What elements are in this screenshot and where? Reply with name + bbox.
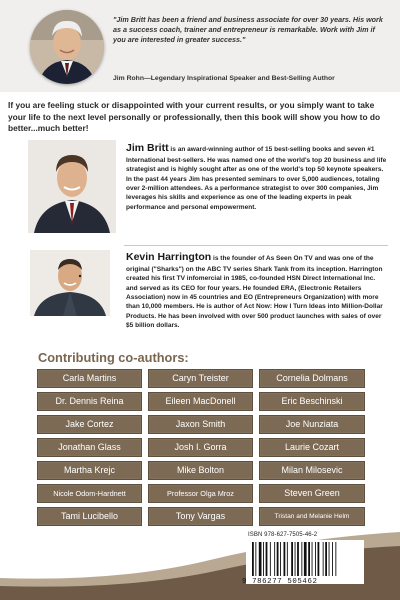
intro-paragraph: If you are feeling stuck or disappointed with your current results, or you simply want to take your life to the next level personally or professionally, then this book will show you how to do better...much better!	[8, 100, 381, 134]
testimonial-banner	[0, 0, 400, 92]
barcode-bar	[325, 542, 327, 576]
barcode-bar	[274, 542, 275, 576]
contributor-name: Tristan and Melanie Helm	[259, 507, 365, 526]
barcode-bar	[295, 542, 296, 576]
contributor-name: Steven Green	[259, 484, 365, 503]
contributor-name: Eric Beschinski	[259, 392, 365, 411]
barcode-bar	[308, 542, 310, 576]
barcode-digits: 9 786277 505462	[242, 578, 318, 586]
jim-britt-bio-text: is an award-winning author of 15 best-selling books and seven #1 International best-sellers. He was named one of the world's top 20 business and life strategist and is highly sought after as one of the world's top 50 keynote speakers. In the past 44 years Jim has presented seminars to over 5,000 audiences, totaling over 2-million attendees. As a performance strategist to over 300 companies, Jim leverages his skills and experience as one of the leading experts in peak performance and personal empowerment.	[126, 146, 387, 211]
contributor-name: Jonathan Glass	[37, 438, 142, 457]
barcode-bar	[312, 542, 313, 576]
barcode-bar	[287, 542, 288, 576]
contributor-name: Cornelia Dolmans	[259, 369, 365, 388]
contributor-name: Jaxon Smith	[148, 415, 253, 434]
contributor-name: Tony Vargas	[148, 507, 253, 526]
barcode-bar	[284, 542, 286, 576]
contributor-name: Eileen MacDonell	[148, 392, 253, 411]
barcode-bar	[280, 542, 281, 576]
kevin-harrington-name: Kevin Harrington	[126, 251, 212, 263]
contributor-name: Milan Milosevic	[259, 461, 365, 480]
jim-britt-photo	[28, 140, 116, 233]
testimonial-quote: "Jim Britt has been a friend and business associate for over 30 years. His work as a success coach, trainer and entrepreneur is remarkable. Work with Jim if you are interested in greater success."	[113, 15, 383, 45]
barcode-bar	[252, 542, 254, 576]
barcode-bar	[263, 542, 264, 576]
barcode-bar	[266, 542, 268, 576]
contributor-name: Joe Nunziata	[259, 415, 365, 434]
barcode-bar	[335, 542, 336, 576]
barcode-bar	[323, 542, 324, 576]
contributor-name: Laurie Cozart	[259, 438, 365, 457]
barcode-bar	[291, 542, 293, 576]
jim-britt-bio	[126, 141, 388, 212]
isbn-label: ISBN 978-627-7505-46-2	[248, 532, 318, 538]
barcode-bar	[297, 542, 299, 576]
barcode-bar	[270, 542, 271, 576]
contributor-name: Dr. Dennis Reina	[37, 392, 142, 411]
barcode-bar	[332, 542, 333, 576]
contributor-name: Tami Lucibello	[37, 507, 142, 526]
contributors-heading: Contributing co-authors:	[38, 350, 189, 365]
contributor-name: Josh I. Gorra	[148, 438, 253, 457]
testimonial-attribution: Jim Rohn—Legendary Inspirational Speaker and Best-Selling Author	[113, 75, 335, 82]
barcode-bar	[315, 542, 316, 576]
barcode-bar	[259, 542, 262, 576]
barcode-bar	[304, 542, 307, 576]
kevin-harrington-bio	[126, 250, 388, 331]
kevin-harrington-photo	[30, 250, 110, 316]
barcode-bar	[329, 542, 330, 576]
barcode-bar	[318, 542, 320, 576]
barcode-bar	[255, 542, 256, 576]
jim-rohn-photo	[30, 10, 104, 84]
contributor-name: Martha Krejc	[37, 461, 142, 480]
contributor-name: Caryn Treister	[148, 369, 253, 388]
contributor-name: Professor Olga Mroz	[148, 484, 253, 503]
section-divider	[124, 245, 388, 246]
contributor-name: Jake Cortez	[37, 415, 142, 434]
contributor-name: Nicole Odom-Hardnett	[37, 484, 142, 503]
kevin-harrington-bio-text: is the founder of As Seen On TV and was one of the original ("Sharks") on the ABC TV series Shark Tank from its inception. Harrington created his first TV infomercial in 1985, co-founded HSN Direct International Inc. and served as its CEO for four years. He founded ERA, (Electronic Retailers Association) now in 45 countries and EO (Entrepreneurs Organization) with more than 10,000 members. He is author of Act Now: How I Turn Ideas into Million-Dollar Products. He has been involved with over 500 product launches with sales of over $5 billion dollars.	[126, 255, 383, 330]
barcode-bar	[277, 542, 279, 576]
contributor-name: Mike Bolton	[148, 461, 253, 480]
contributor-name: Carla Martins	[37, 369, 142, 388]
barcode-bar	[301, 542, 302, 576]
jim-britt-name: Jim Britt	[126, 142, 169, 154]
